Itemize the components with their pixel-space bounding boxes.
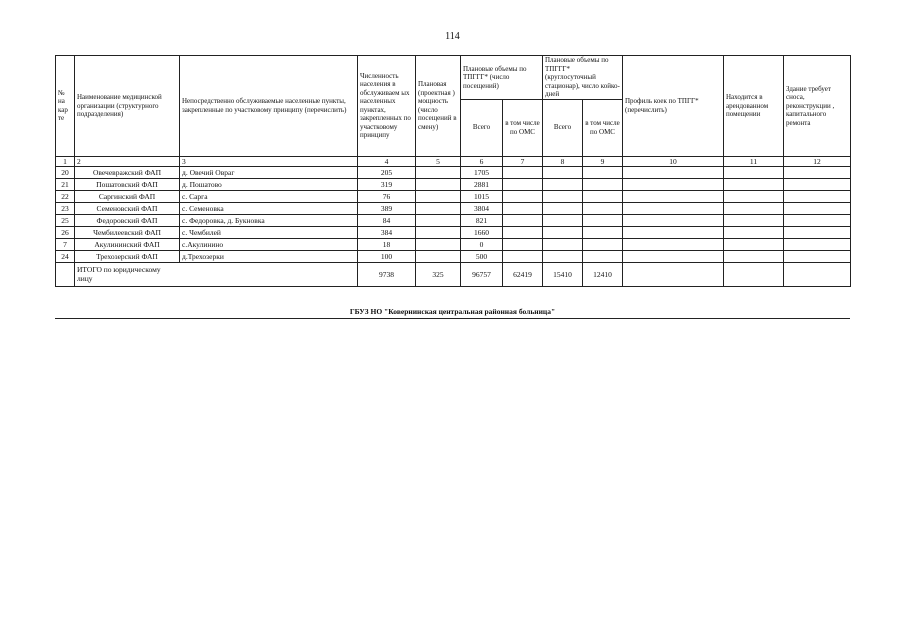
cell-beds-total — [543, 238, 583, 250]
cell-beds-total — [543, 250, 583, 262]
total-beds-oms: 12410 — [583, 262, 623, 286]
header-visits-oms: в том числе по ОМС — [503, 99, 543, 156]
cell-rented — [724, 214, 784, 226]
cell-plan-total: 1015 — [461, 190, 503, 202]
cell-facility-name: Овечевражский ФАП — [75, 166, 180, 178]
facilities-table — [55, 55, 851, 287]
table-row — [56, 178, 851, 190]
table-row — [56, 202, 851, 214]
cell-repair — [784, 178, 851, 190]
column-number: 12 — [784, 156, 851, 166]
cell-repair — [784, 202, 851, 214]
header-col-number: № на кар те — [56, 56, 75, 157]
cell-plan-total: 1705 — [461, 166, 503, 178]
cell-beds-oms — [583, 250, 623, 262]
cell-population: 319 — [358, 178, 416, 190]
cell-plan-oms — [503, 250, 543, 262]
cell-plan-oms — [503, 238, 543, 250]
cell-plan-oms — [503, 178, 543, 190]
table-row — [56, 166, 851, 178]
cell-settlements: с. Сарга — [180, 190, 358, 202]
cell-bed-profile — [623, 202, 724, 214]
cell-beds-oms — [583, 214, 623, 226]
column-number: 11 — [724, 156, 784, 166]
cell-row-number: 21 — [56, 178, 75, 190]
cell-bed-profile — [623, 166, 724, 178]
column-number: 4 — [358, 156, 416, 166]
cell-capacity — [416, 214, 461, 226]
cell-plan-total: 821 — [461, 214, 503, 226]
total-plan-oms: 62419 — [503, 262, 543, 286]
cell-beds-oms — [583, 178, 623, 190]
cell-bed-profile — [623, 250, 724, 262]
cell-beds-oms — [583, 202, 623, 214]
cell-row-number: 23 — [56, 202, 75, 214]
table-row — [56, 250, 851, 262]
cell-capacity — [416, 178, 461, 190]
cell-settlements: д.Трехозерки — [180, 250, 358, 262]
cell-beds-total — [543, 178, 583, 190]
total-beds-total: 15410 — [543, 262, 583, 286]
total-population: 9738 — [358, 262, 416, 286]
cell-rented — [724, 250, 784, 262]
cell-beds-oms — [583, 166, 623, 178]
table-row — [56, 190, 851, 202]
header-col-repair: Здание требует сноса, реконструкции , капитального ремонта — [784, 56, 851, 157]
cell-repair — [784, 190, 851, 202]
cell-settlements: с.Акулинино — [180, 238, 358, 250]
cell-rented — [724, 226, 784, 238]
cell-capacity — [416, 250, 461, 262]
header-beds-group: Плановые объемы по ТПГГГ* (круглосуточный стационар), число койко-дней — [543, 56, 623, 100]
cell-beds-oms — [583, 190, 623, 202]
column-number: 1 — [56, 156, 75, 166]
cell-plan-oms — [503, 202, 543, 214]
total-profile — [623, 262, 724, 286]
column-number: 3 — [180, 156, 358, 166]
table-row — [56, 226, 851, 238]
total-row — [56, 262, 851, 286]
column-number: 8 — [543, 156, 583, 166]
cell-row-number: 25 — [56, 214, 75, 226]
column-number: 5 — [416, 156, 461, 166]
cell-capacity — [416, 190, 461, 202]
cell-beds-oms — [583, 238, 623, 250]
cell-facility-name: Саргинский ФАП — [75, 190, 180, 202]
cell-settlements: д. Пошатово — [180, 178, 358, 190]
cell-beds-total — [543, 226, 583, 238]
header-beds-oms: в том числе по ОМС — [583, 99, 623, 156]
table-body — [56, 166, 851, 262]
cell-plan-total: 500 — [461, 250, 503, 262]
cell-bed-profile — [623, 178, 724, 190]
cell-repair — [784, 238, 851, 250]
cell-facility-name: Чембилеевский ФАП — [75, 226, 180, 238]
cell-plan-total: 0 — [461, 238, 503, 250]
cell-plan-oms — [503, 190, 543, 202]
header-beds-total: Всего — [543, 99, 583, 156]
cell-beds-oms — [583, 226, 623, 238]
cell-beds-total — [543, 202, 583, 214]
cell-plan-oms — [503, 166, 543, 178]
cell-rented — [724, 202, 784, 214]
cell-bed-profile — [623, 238, 724, 250]
cell-capacity — [416, 166, 461, 178]
column-number: 10 — [623, 156, 724, 166]
cell-facility-name: Федоровский ФАП — [75, 214, 180, 226]
total-empty — [56, 262, 75, 286]
cell-repair — [784, 250, 851, 262]
column-number: 9 — [583, 156, 623, 166]
column-number: 2 — [75, 156, 180, 166]
page-number: 114 — [445, 31, 460, 42]
cell-settlements: с. Чембилей — [180, 226, 358, 238]
cell-rented — [724, 190, 784, 202]
cell-row-number: 26 — [56, 226, 75, 238]
column-number: 6 — [461, 156, 503, 166]
cell-beds-total — [543, 214, 583, 226]
cell-beds-total — [543, 190, 583, 202]
cell-capacity — [416, 238, 461, 250]
cell-beds-total — [543, 166, 583, 178]
cell-settlements: с. Семеновка — [180, 202, 358, 214]
cell-row-number: 24 — [56, 250, 75, 262]
cell-settlements: с. Федоровка, д. Букновка — [180, 214, 358, 226]
cell-bed-profile — [623, 214, 724, 226]
cell-facility-name: Семеновский ФАП — [75, 202, 180, 214]
organization-title: ГБУЗ НО "Ковернинская центральная районная больница" — [349, 307, 556, 316]
cell-rented — [724, 238, 784, 250]
cell-plan-oms — [503, 226, 543, 238]
cell-population: 76 — [358, 190, 416, 202]
cell-row-number: 7 — [56, 238, 75, 250]
total-repair — [784, 262, 851, 286]
cell-repair — [784, 214, 851, 226]
header-col-population: Численность населения в обслуживаем ых населенных пунктах, закрепленных по участковому принципу — [358, 56, 416, 157]
divider — [55, 318, 850, 319]
cell-rented — [724, 166, 784, 178]
header-col-name: Наименование медицинской организации (структурного подразделения) — [75, 56, 180, 157]
column-numbers-row — [56, 156, 851, 166]
cell-row-number: 22 — [56, 190, 75, 202]
header-col-profile: Профиль коек по ТПГГ* (перечислить) — [623, 56, 724, 157]
total-capacity: 325 — [416, 262, 461, 286]
cell-population: 18 — [358, 238, 416, 250]
total-plan-total: 96757 — [461, 262, 503, 286]
cell-population: 205 — [358, 166, 416, 178]
cell-repair — [784, 226, 851, 238]
cell-bed-profile — [623, 226, 724, 238]
cell-repair — [784, 166, 851, 178]
cell-plan-total: 1660 — [461, 226, 503, 238]
cell-plan-total: 3804 — [461, 202, 503, 214]
cell-capacity — [416, 226, 461, 238]
total-rented — [724, 262, 784, 286]
cell-facility-name: Пошатовский ФАП — [75, 178, 180, 190]
cell-facility-name: Трехозерский ФАП — [75, 250, 180, 262]
cell-row-number: 20 — [56, 166, 75, 178]
total-label: ИТОГО по юридическому лицу — [75, 262, 358, 286]
cell-plan-total: 2881 — [461, 178, 503, 190]
header-visits-group: Плановые объемы по ТПГГГ* (число посещений) — [461, 56, 543, 100]
cell-capacity — [416, 202, 461, 214]
cell-rented — [724, 178, 784, 190]
header-col-settlements: Непосредственно обслуживаемые населенные пункты, закрепленные по участковому принципу (перечислить) — [180, 56, 358, 157]
table-row — [56, 214, 851, 226]
cell-plan-oms — [503, 214, 543, 226]
cell-bed-profile — [623, 190, 724, 202]
cell-settlements: д. Овечий Овраг — [180, 166, 358, 178]
cell-facility-name: Акулининский ФАП — [75, 238, 180, 250]
cell-population: 384 — [358, 226, 416, 238]
cell-population: 84 — [358, 214, 416, 226]
cell-population: 100 — [358, 250, 416, 262]
cell-population: 389 — [358, 202, 416, 214]
header-col-capacity: Плановая (проектная ) мощность (число посещений в смену) — [416, 56, 461, 157]
header-col-rented: Находится в арендованном помещении — [724, 56, 784, 157]
header-visits-total: Всего — [461, 99, 503, 156]
column-number: 7 — [503, 156, 543, 166]
table-row — [56, 238, 851, 250]
